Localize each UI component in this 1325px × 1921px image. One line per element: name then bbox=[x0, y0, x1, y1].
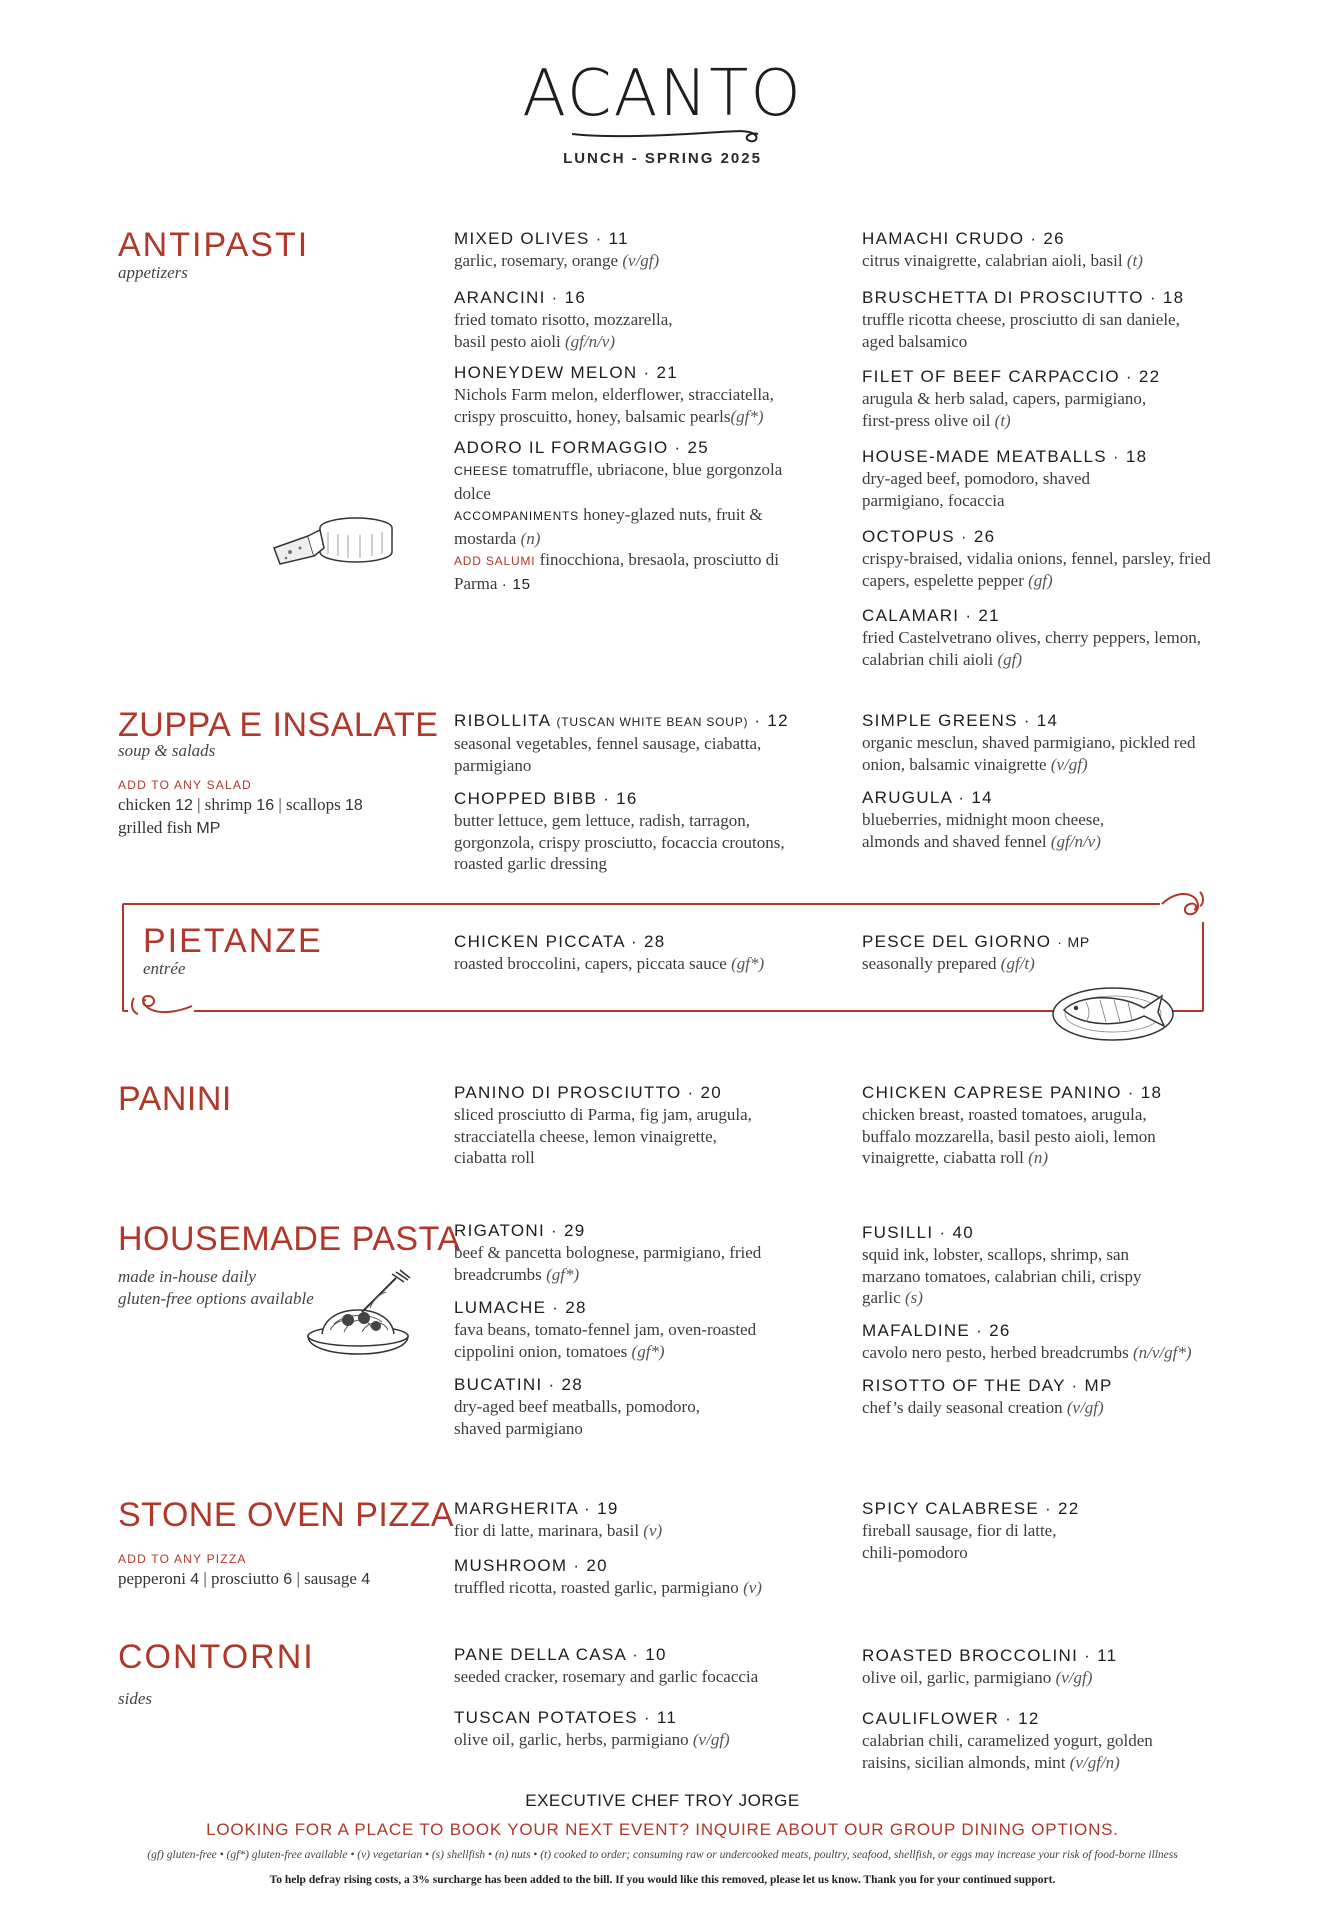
section-subtitle-pietanze: entrée bbox=[143, 959, 186, 978]
item-name: HAMACHI CRUDO · 26 bbox=[862, 229, 1065, 248]
menu-item bbox=[862, 787, 1162, 852]
item-description: fried tomato risotto, mozzarella, basil pesto aioli (gf/n/v) bbox=[454, 310, 673, 351]
menu-item bbox=[454, 287, 704, 352]
surcharge-note: To help defray rising costs, a 3% surcharge has been added to the bill. If you would like this removed, please let us know. Thank you for your continued support. bbox=[269, 1874, 1056, 1886]
item-name: PESCE DEL GIORNO · MP bbox=[862, 932, 1091, 951]
item-name: FUSILLI · 40 bbox=[862, 1223, 974, 1242]
section-subtitle-contorni: sides bbox=[118, 1689, 152, 1708]
menu-item bbox=[862, 228, 1242, 272]
menu-item bbox=[862, 1082, 1192, 1169]
menu-item bbox=[454, 1297, 814, 1362]
fish-plate-illustration-icon bbox=[1050, 982, 1176, 1044]
item-name: PANE DELLA CASA · 10 bbox=[454, 1645, 667, 1664]
item-description: seeded cracker, rosemary and garlic focaccia bbox=[454, 1667, 759, 1686]
executive-chef-credit: EXECUTIVE CHEF TROY JORGE bbox=[525, 1791, 800, 1810]
addon-options-pizza: pepperoni 4 | prosciutto 6 | sausage 4 bbox=[118, 1569, 371, 1588]
item-description: garlic, rosemary, orange (v/gf) bbox=[454, 251, 660, 270]
item-name: HOUSE-MADE MEATBALLS · 18 bbox=[862, 447, 1148, 466]
menu-item bbox=[454, 1498, 834, 1542]
item-description: citrus vinaigrette, calabrian aioli, basil (t) bbox=[862, 251, 1143, 270]
item-description: truffled ricotta, roasted garlic, parmigiano (v) bbox=[454, 1578, 762, 1597]
menu-item bbox=[862, 446, 1148, 511]
item-description: fried Castelvetrano olives, cherry peppers, lemon, calabrian chili aioli (gf) bbox=[862, 628, 1201, 669]
menu-item bbox=[454, 931, 814, 975]
menu-item bbox=[862, 1645, 1242, 1689]
menu-item bbox=[862, 1320, 1242, 1364]
menu-item bbox=[454, 1707, 834, 1751]
item-description: squid ink, lobster, scallops, shrimp, san marzano tomatoes, calabrian chili, crispy garlic (s) bbox=[862, 1245, 1142, 1307]
flourish-icon bbox=[128, 990, 194, 1024]
addon-label-salad: ADD TO ANY SALAD bbox=[118, 778, 252, 792]
item-description: chicken breast, roasted tomatoes, arugula, buffalo mozzarella, basil pesto aioli, lemon vinaigrette, ciabatta roll (n) bbox=[862, 1105, 1156, 1167]
menu-item bbox=[454, 710, 789, 776]
item-name: CALAMARI · 21 bbox=[862, 606, 1000, 625]
section-title-contorni: CONTORNI bbox=[118, 1638, 315, 1676]
item-name: ARANCINI · 16 bbox=[454, 288, 587, 307]
section-subtitle-zuppa: soup & salads bbox=[118, 741, 216, 760]
item-name: FILET OF BEEF CARPACCIO · 22 bbox=[862, 367, 1161, 386]
item-description: butter lettuce, gem lettuce, radish, tarragon, gorgonzola, crispy prosciutto, focaccia croutons, roasted garlic dressing bbox=[454, 811, 785, 873]
menu-item bbox=[862, 287, 1185, 352]
item-description: seasonally prepared (gf/t) bbox=[862, 954, 1035, 973]
item-name: LUMACHE · 28 bbox=[454, 1298, 587, 1317]
item-name: MAFALDINE · 26 bbox=[862, 1321, 1011, 1340]
item-description: beef & pancetta bolognese, parmigiano, fried breadcrumbs (gf*) bbox=[454, 1243, 762, 1284]
item-name: HONEYDEW MELON · 21 bbox=[454, 363, 679, 382]
item-name: MARGHERITA · 19 bbox=[454, 1499, 619, 1518]
menu-item bbox=[454, 788, 829, 875]
item-description: dry-aged beef, pomodoro, shaved parmigiano, focaccia bbox=[862, 469, 1091, 510]
item-description: cavolo nero pesto, herbed breadcrumbs (n/v/gf*) bbox=[862, 1343, 1192, 1362]
item-name: PANINO DI PROSCIUTTO · 20 bbox=[454, 1083, 723, 1102]
item-description: fireball sausage, fior di latte, chili-pomodoro bbox=[862, 1521, 1057, 1562]
item-name: CHOPPED BIBB · 16 bbox=[454, 789, 638, 808]
menu-item bbox=[862, 1498, 1092, 1563]
item-name: MIXED OLIVES · 11 bbox=[454, 229, 629, 248]
item-name: ARUGULA · 14 bbox=[862, 788, 993, 807]
flourish-icon bbox=[1160, 886, 1206, 922]
section-subtitle-pasta-gf: gluten-free options available bbox=[118, 1289, 314, 1308]
logo-swirl-icon bbox=[570, 122, 770, 146]
addon-options-salad: chicken 12 | shrimp 16 | scallops 18 grilled fish MP bbox=[118, 795, 363, 837]
menu-item-formaggio bbox=[454, 437, 814, 595]
item-description: CHEESE tomatruffle, ubriacone, blue gorgonzola dolce ACCOMPANIMENTS honey-glazed nuts, fruit & mostarda (n) ADD SALUMI finocchiona, bresaola, prosciutto di Parma · 15 bbox=[454, 460, 783, 593]
item-name: TUSCAN POTATOES · 11 bbox=[454, 1708, 678, 1727]
item-name: SIMPLE GREENS · 14 bbox=[862, 711, 1059, 730]
item-description: calabrian chili, caramelized yogurt, golden raisins, sicilian almonds, mint (v/gf/n) bbox=[862, 1731, 1153, 1772]
item-description: fior di latte, marinara, basil (v) bbox=[454, 1521, 663, 1540]
item-name: CHICKEN CAPRESE PANINO · 18 bbox=[862, 1083, 1163, 1102]
cheese-illustration-icon bbox=[268, 508, 398, 570]
item-description: seasonal vegetables, fennel sausage, ciabatta, parmigiano bbox=[454, 734, 762, 775]
item-name: CHICKEN PICCATA · 28 bbox=[454, 932, 666, 951]
item-name: ROASTED BROCCOLINI · 11 bbox=[862, 1646, 1118, 1665]
item-name: OCTOPUS · 26 bbox=[862, 527, 996, 546]
section-title-panini: PANINI bbox=[118, 1080, 232, 1118]
section-subtitle-pasta: made in-house daily bbox=[118, 1267, 256, 1286]
menu-subtitle: LUNCH - SPRING 2025 bbox=[563, 150, 762, 167]
item-name: RIBOLLITA (TUSCAN WHITE BEAN SOUP) · 12 bbox=[454, 711, 789, 730]
menu-item bbox=[862, 1375, 1182, 1419]
item-description: roasted broccolini, capers, piccata sauce (gf*) bbox=[454, 954, 765, 973]
item-name: SPICY CALABRESE · 22 bbox=[862, 1499, 1080, 1518]
item-description: chef’s daily seasonal creation (v/gf) bbox=[862, 1398, 1104, 1417]
item-name: MUSHROOM · 20 bbox=[454, 1556, 608, 1575]
restaurant-logo: ACANTO bbox=[522, 57, 803, 131]
item-description: fava beans, tomato-fennel jam, oven-roasted cippolini onion, tomatoes (gf*) bbox=[454, 1320, 757, 1361]
menu-item bbox=[454, 362, 814, 427]
menu-item bbox=[862, 605, 1242, 670]
section-title-antipasti: ANTIPASTI bbox=[118, 226, 310, 264]
item-description: crispy-braised, vidalia onions, fennel, parsley, fried capers, espelette pepper (gf) bbox=[862, 549, 1211, 590]
menu-item bbox=[862, 1708, 1192, 1773]
menu-item bbox=[454, 228, 834, 272]
menu-item bbox=[454, 1082, 764, 1169]
item-description: organic mesclun, shaved parmigiano, pickled red onion, balsamic vinaigrette (v/gf) bbox=[862, 733, 1196, 774]
item-name: RIGATONI · 29 bbox=[454, 1221, 586, 1240]
group-dining-notice: LOOKING FOR A PLACE TO BOOK YOUR NEXT EVENT? INQUIRE ABOUT OUR GROUP DINING OPTIONS. bbox=[206, 1820, 1119, 1839]
section-title-pizza: STONE OVEN PIZZA bbox=[118, 1496, 455, 1534]
item-description: dry-aged beef meatballs, pomodoro, shaved parmigiano bbox=[454, 1397, 700, 1438]
item-description: truffle ricotta cheese, prosciutto di san daniele, aged balsamico bbox=[862, 310, 1180, 351]
item-name: ADORO IL FORMAGGIO · 25 bbox=[454, 438, 710, 457]
menu-item bbox=[862, 931, 1162, 975]
item-name: CAULIFLOWER · 12 bbox=[862, 1709, 1040, 1728]
menu-item bbox=[862, 1222, 1182, 1309]
item-name: BUCATINI · 28 bbox=[454, 1375, 583, 1394]
menu-item bbox=[454, 1644, 834, 1688]
menu-item bbox=[454, 1374, 744, 1439]
pasta-plate-illustration-icon bbox=[300, 1268, 416, 1364]
item-name: BRUSCHETTA DI PROSCIUTTO · 18 bbox=[862, 288, 1185, 307]
addon-label-pizza: ADD TO ANY PIZZA bbox=[118, 1552, 247, 1566]
section-subtitle-antipasti: appetizers bbox=[118, 263, 188, 282]
menu-item bbox=[862, 710, 1222, 775]
item-name: RISOTTO OF THE DAY · MP bbox=[862, 1376, 1113, 1395]
item-description: blueberries, midnight moon cheese, almonds and shaved fennel (gf/n/v) bbox=[862, 810, 1105, 851]
menu-item bbox=[454, 1555, 834, 1599]
menu-item bbox=[862, 366, 1162, 431]
section-title-zuppa: ZUPPA E INSALATE bbox=[118, 706, 439, 744]
item-description: Nichols Farm melon, elderflower, stracciatella, crispy proscuitto, honey, balsamic pearls(gf*) bbox=[454, 385, 774, 426]
item-description: sliced prosciutto di Parma, fig jam, arugula, stracciatella cheese, lemon vinaigrette, ciabatta roll bbox=[454, 1105, 752, 1167]
section-title-pasta: HOUSEMADE PASTA bbox=[118, 1220, 461, 1258]
item-description: arugula & herb salad, capers, parmigiano, first-press olive oil (t) bbox=[862, 389, 1147, 430]
section-title-pietanze: PIETANZE bbox=[143, 922, 323, 960]
item-description: olive oil, garlic, herbs, parmigiano (v/gf) bbox=[454, 1730, 730, 1749]
menu-item bbox=[454, 1220, 784, 1285]
dietary-legend: (gf) gluten-free • (gf*) gluten-free available • (v) vegetarian • (s) shellfish • (n) nuts • (t) cooked to order; consuming raw or undercooked meats, poultry, seafood, shellfish, or eggs may increase your risk of food-borne illness bbox=[147, 1849, 1178, 1861]
menu-item bbox=[862, 526, 1212, 591]
item-description: olive oil, garlic, parmigiano (v/gf) bbox=[862, 1668, 1093, 1687]
